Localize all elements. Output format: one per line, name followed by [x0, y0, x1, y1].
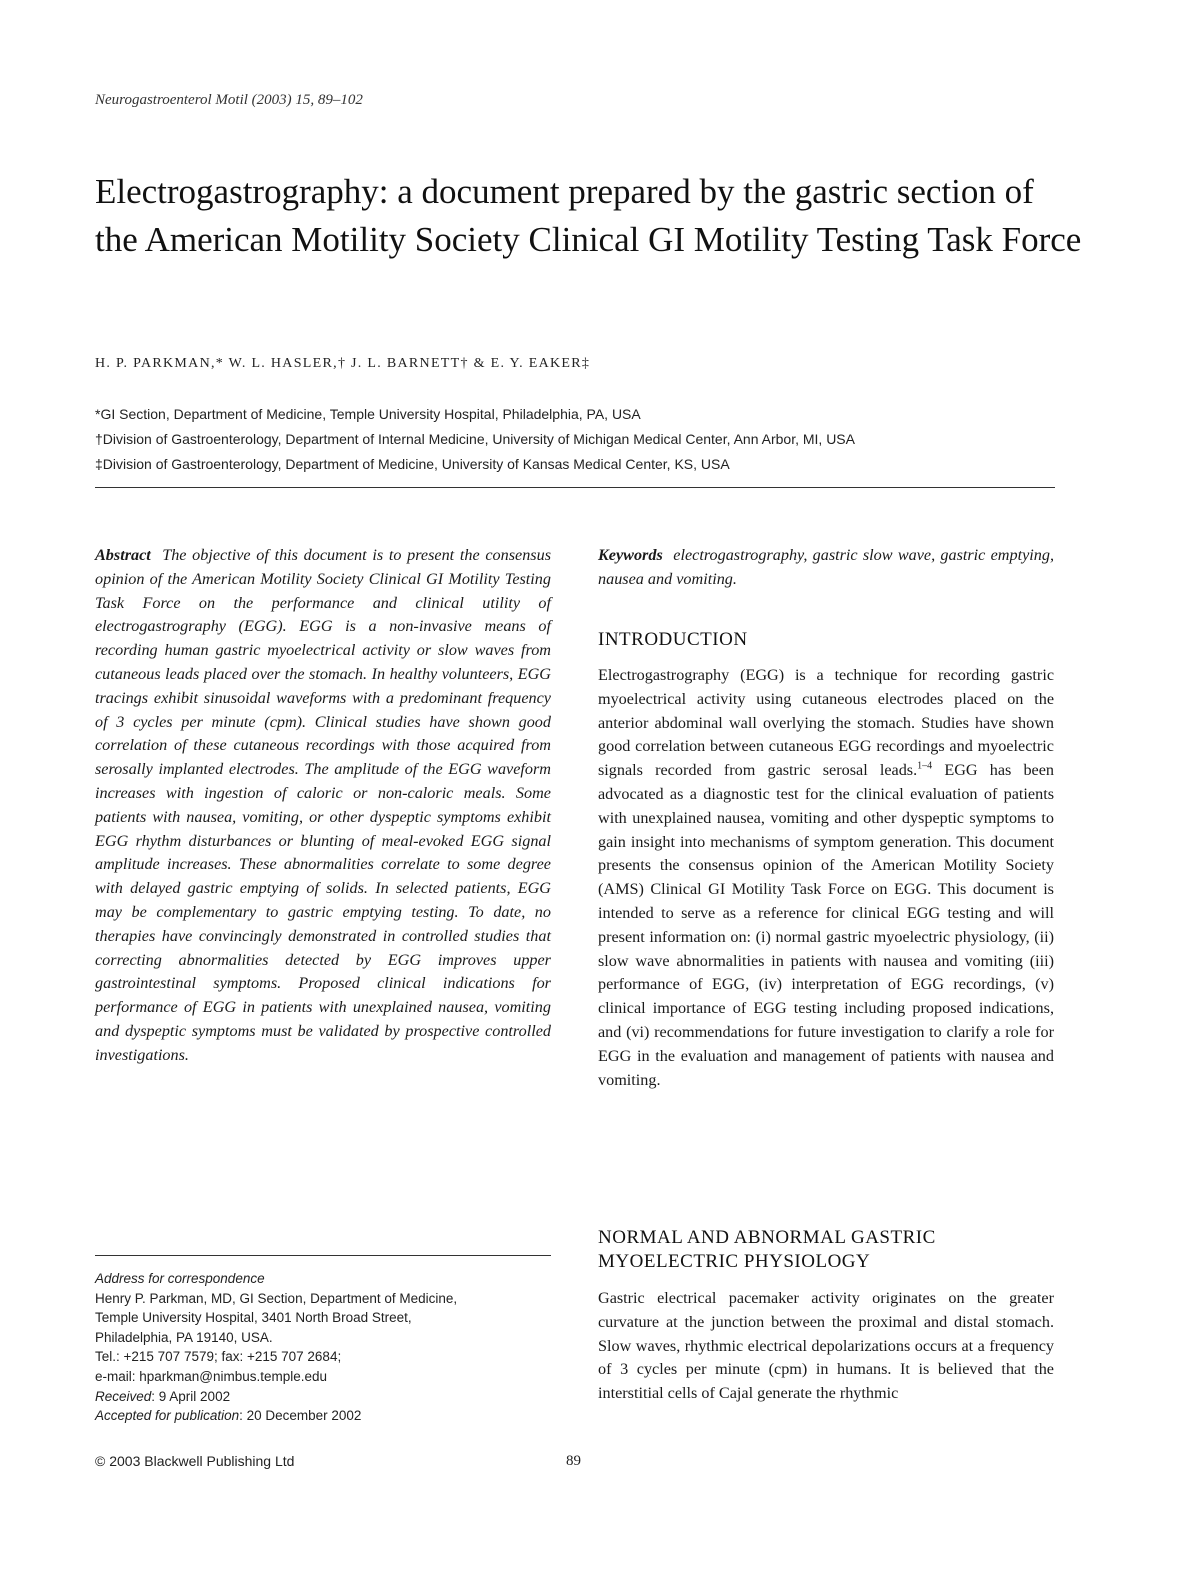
- correspondence-divider: [95, 1255, 551, 1256]
- accepted-label: Accepted for publication: [95, 1408, 240, 1424]
- accepted-date: [95, 1406, 565, 1426]
- keywords: [598, 544, 1054, 592]
- normal-physiology-heading: NORMAL AND ABNORMAL GASTRIC MYOELECTRIC PHYSIOLOGY: [598, 1227, 936, 1272]
- affiliation-temple: *GI Section, Department of Medicine, Temple University Hospital, Philadelphia, PA, USA: [95, 406, 641, 422]
- author-list: H. P. PARKMAN,* W. L. HASLER,† J. L. BARNETT† & E. Y. EAKER‡: [95, 356, 591, 371]
- abstract-label: Abstract: [95, 546, 151, 564]
- correspondence-line: Henry P. Parkman, MD, GI Section, Department of Medicine,: [95, 1290, 458, 1306]
- correspondence-email[interactable]: e-mail: hparkman@nimbus.temple.edu: [95, 1368, 328, 1384]
- normal-physiology-paragraph: Gastric electrical pacemaker activity originates on the greater curvature at the junction between the proximal and distal stomach. Slow waves, rhythmic electrical depolarizations occurs at a frequency of 3 cycles per minute (cpm) in humans. It is believed that the interstitial cells of Cajal generate the rhythmic: [598, 1289, 1054, 1403]
- received-label: Received: [95, 1388, 152, 1404]
- introduction-heading: INTRODUCTION: [598, 629, 748, 650]
- keywords-text: electrogastrography, gastric slow wave, gastric emptying, nausea and vomiting.: [598, 546, 1054, 588]
- copyright-notice: © 2003 Blackwell Publishing Ltd: [95, 1453, 295, 1469]
- received-date: [95, 1387, 565, 1407]
- introduction-paragraph: [598, 664, 1054, 1092]
- intro-text-part1: Electrogastrography (EGG) is a technique for recording gastric myoelectrical activity using cutaneous electrodes placed on the anterior abdominal wall overlying the stomach. Studies have shown good correlation between cutaneous EGG recordings and myoelectric signals recorded from gastric serosal leads.: [598, 666, 1054, 780]
- affiliations: [95, 402, 1075, 477]
- correspondence-line: Temple University Hospital, 3401 North Broad Street,: [95, 1310, 412, 1326]
- abstract-text: The objective of this document is to present the consensus opinion of the American Motility Society Clinical GI Motility Testing Task Force on the performance and clinical utility of electrogastrography (EGG). EGG is a non-invasive means of recording human gastric myoelectrical activity or slow waves from cutaneous leads placed over the stomach. In healthy volunteers, EGG tracings exhibit sinusoidal waveforms with a predominant frequency of 3 cycles per minute (cpm). Clinical studies have shown good correlation of these cutaneous recordings with those acquired from serosally implanted electrodes. The amplitude of the EGG waveform increases with ingestion of caloric or non-caloric meals. Some patients with nausea, vomiting, or other dyspeptic symptoms exhibit EGG rhythm disturbances or blunting of meal-evoked EGG signal amplitude increases. These abnormalities correlate to some degree with delayed gastric emptying of solids. In selected patients, EGG may be complementary to gastric emptying testing. To date, no therapies have convincingly demonstrated in controlled studies that correcting abnormalities detected by EGG improves upper gastrointestinal symptoms. Proposed clinical indications for performance of EGG in patients with unexplained nausea, vomiting and dyspeptic symptoms must be validated by prospective controlled investigations.: [95, 546, 551, 1064]
- correspondence-line: Philadelphia, PA 19140, USA.: [95, 1329, 273, 1345]
- header-divider: [95, 487, 1055, 488]
- abstract: [95, 544, 551, 1068]
- correspondence-block: [95, 1269, 565, 1426]
- citation-superscript: 1–4: [917, 760, 933, 772]
- correspondence-line: Tel.: +215 707 7579; fax: +215 707 2684;: [95, 1349, 342, 1365]
- accepted-value: : 20 December 2002: [239, 1408, 362, 1424]
- correspondence-heading: Address for correspondence: [95, 1271, 265, 1286]
- affiliation-michigan: †Division of Gastroenterology, Department of Internal Medicine, University of Michigan Medical Center, Ann Arbor, MI, USA: [95, 431, 855, 447]
- paper-title: Electrogastrography: a document prepared by the gastric section of the American Motility Society Clinical GI Motility Testing Task Force: [95, 172, 1082, 259]
- received-value: : 9 April 2002: [151, 1388, 231, 1404]
- affiliation-kansas: ‡Division of Gastroenterology, Department of Medicine, University of Kansas Medical Center, KS, USA: [95, 456, 730, 472]
- keywords-label: Keywords: [598, 546, 663, 564]
- page-number: 89: [566, 1453, 581, 1469]
- journal-reference: Neurogastroenterol Motil (2003) 15, 89–102: [95, 92, 363, 108]
- intro-text-part2: EGG has been advocated as a diagnostic test for the clinical evaluation of patients with unexplained nausea, vomiting and other dyspeptic symptoms to gain insight into mechanisms of symptom generation. This document presents the consensus opinion of the American Motility Society (AMS) Clinical GI Motility Task Force on EGG. This document is intended to serve as a reference for clinical EGG testing and will present information on: (i) normal gastric myoelectric physiology, (ii) slow wave abnormalities in patients with nausea and vomiting (iii) performance of EGG, (iv) interpretation of EGG recordings, (v) clinical importance of EGG testing including proposed indications, and (vi) recommendations for future investigation to clarify a role for EGG in the evaluation and management of patients with nausea and vomiting.: [598, 761, 1054, 1089]
